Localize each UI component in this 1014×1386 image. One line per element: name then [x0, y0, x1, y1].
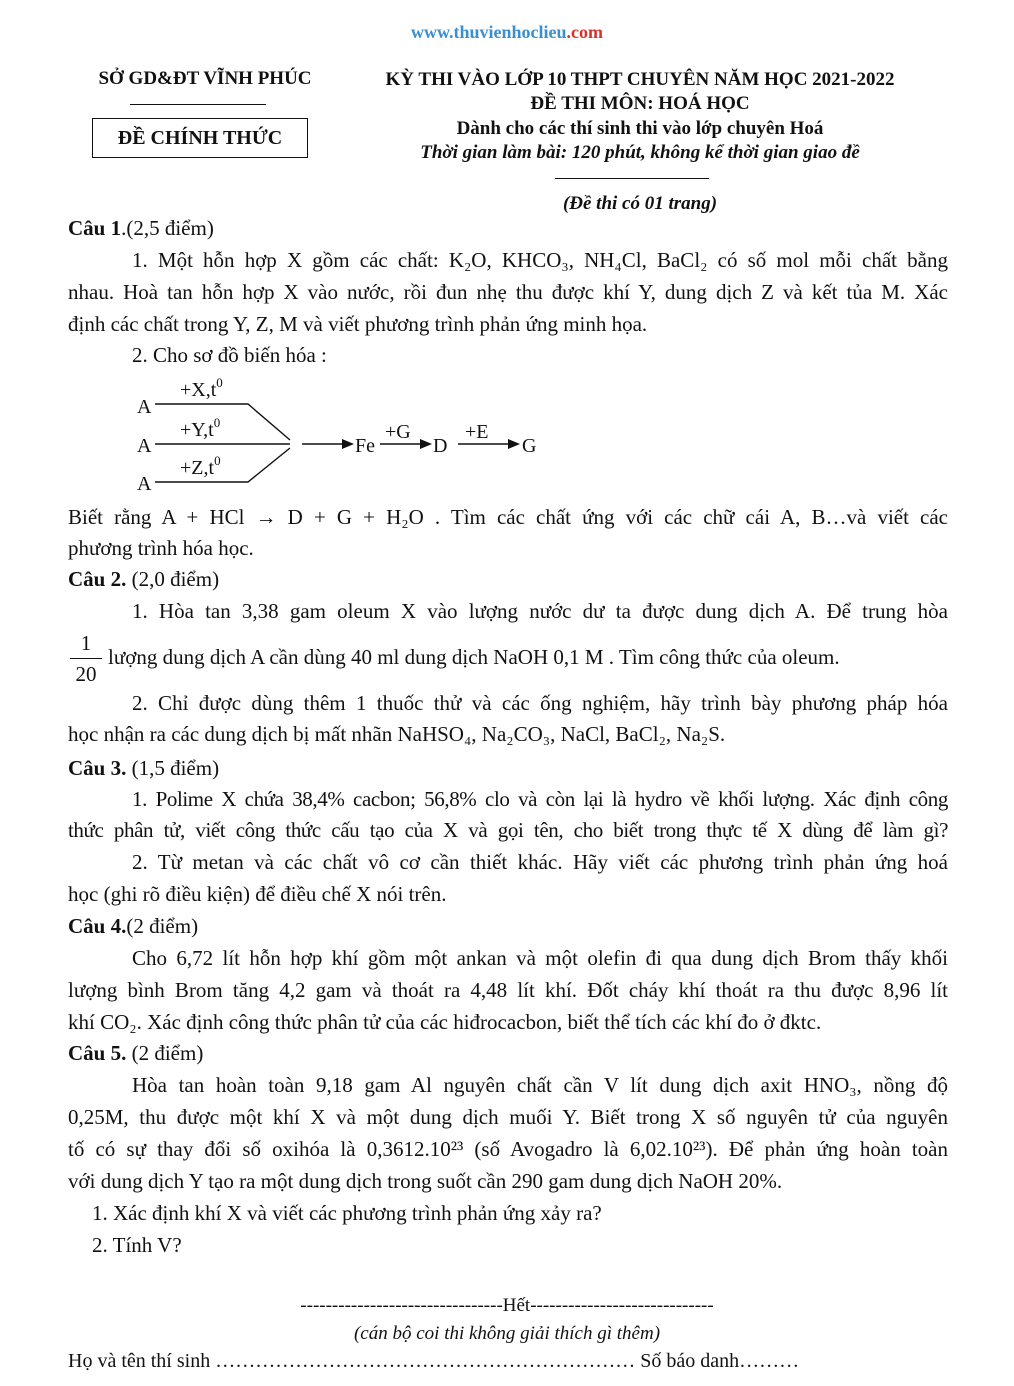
diagram-a2: A	[137, 435, 152, 457]
q5-line3: tố có sự thay đổi số oxihóa là 0,3612.10²³ (số Avogadro là 6,02.10²³). Để phản ứng hoàn toàn	[68, 1137, 948, 1161]
time-line: Thời gian làm bài: 120 phút, không kể thời gian giao đề	[420, 142, 860, 163]
diagram-d: D	[433, 435, 448, 457]
q3-p2-line2: học (ghi rõ điều kiện) để điều chế X nói trên.	[68, 882, 447, 906]
q4-line1: Cho 6,72 lít hỗn hợp khí gồm một ankan và một olefin đi qua dung dịch Brom thấy khối	[132, 946, 948, 970]
q4-heading: Câu 4.(2 điểm)	[68, 914, 199, 938]
page-count: (Đề thi có 01 trang)	[562, 193, 718, 214]
q5-line4: với dung dịch Y tạo ra một dung dịch trong suốt cần 290 gam dung dịch NaOH 20%.	[68, 1169, 783, 1193]
diagram-g: G	[522, 435, 537, 457]
fraction-bar	[70, 658, 102, 659]
q2-p2-line2: học nhận ra các dung dịch bị mất nhãn NaHSO₄, Na₂CO₃, NaCl, BaCl₂, Na₂S.	[68, 722, 726, 746]
diagram-r2: $+Y,t^0$	[180, 415, 221, 441]
q1-p1-line3: định các chất trong Y, Z, M và viết phương trình phản ứng minh họa.	[68, 312, 648, 336]
arrowhead-2	[420, 439, 432, 449]
fraction-numerator: 1	[80, 631, 92, 655]
q2-p1-line2: lượng dung dịch A cần dùng 40 ml dung dịch NaOH 0,1 M . Tìm công thức của oleum.	[108, 645, 840, 669]
subject-title: ĐỀ THI MÔN: HOÁ HỌC	[530, 93, 750, 114]
q1-p2: 2. Cho sơ đồ biến hóa :	[132, 343, 327, 367]
fraction-denominator: 20	[75, 662, 97, 686]
diagram-r1: $+X,t^0$	[180, 375, 223, 401]
arrowhead-3	[508, 439, 520, 449]
exam-title: KỲ THI VÀO LỚP 10 THPT CHUYÊN NĂM HỌC 2021-2022	[385, 69, 895, 90]
fraction	[70, 630, 102, 687]
q5-sub1: 1. Xác định khí X và viết các phương trình phản ứng xảy ra?	[92, 1201, 602, 1225]
reaction-diagram	[130, 372, 560, 500]
diagram-branch-top	[155, 404, 290, 440]
q2-heading: Câu 2. (2,0 điểm)	[68, 567, 220, 591]
q5-heading: Câu 5. (2 điểm)	[68, 1041, 204, 1065]
diagram-branch-bottom	[155, 448, 290, 482]
diagram-a1: A	[137, 396, 152, 418]
q1-p3-line1: Biết rằng A + HCl → D + G + H₂O . Tìm các chất ứng với các chữ cái A, B…và viết các	[68, 505, 948, 529]
q4-line3: khí CO₂. Xác định công thức phân tử của các hiđrocacbon, biết thể tích các khí đo ở đktc.	[68, 1010, 822, 1034]
diagram-fe: Fe	[355, 435, 375, 457]
q3-p2-line1: 2. Từ metan và các chất vô cơ cần thiết khác. Hãy viết các phương trình phản ứng hoá	[132, 850, 948, 874]
q3-p1-line1: 1. Polime X chứa 38,4% cacbon; 56,8% clo và còn lại là hydro về khối lượng. Xác định công	[132, 787, 948, 811]
candidate-info-line: Họ và tên thí sinh ……………………………………………………… Số báo danh………	[68, 1350, 800, 1372]
end-marker: --------------------------------Hết-----------------------------	[300, 1295, 714, 1316]
q3-heading: Câu 3. (1,5 điểm)	[68, 756, 220, 780]
official-badge: ĐỀ CHÍNH THỨC	[92, 118, 308, 158]
q2-p2-line1: 2. Chỉ được dùng thêm 1 thuốc thử và các ống nghiệm, hãy trình bày phương pháp hóa	[132, 691, 948, 715]
q1-heading: Câu 1.(2,5 điểm)	[68, 216, 214, 240]
arrowhead-1	[342, 439, 354, 449]
q4-line2: lượng bình Brom tăng 4,2 gam và thoát ra 4,48 lít khí. Đốt cháy khí thoát ra thu được 8,96 lít	[68, 978, 948, 1002]
q1-p1-line2: nhau. Hoà tan hỗn hợp X vào nước, rồi đun nhẹ thu được khí Y, dung dịch Z và kết tủa M. Xác	[68, 280, 948, 304]
agency-underline	[130, 104, 266, 105]
diagram-a3: A	[137, 473, 152, 495]
diagram-g-reagent: +G	[385, 421, 411, 443]
q1-p3-line2: phương trình hóa học.	[68, 536, 254, 560]
q5-sub2: 2. Tính V?	[92, 1233, 182, 1257]
agency-name: SỞ GD&ĐT VĨNH PHÚC	[98, 68, 312, 89]
q3-p1-line2: thức phân tử, viết công thức cấu tạo của X và gọi tên, cho biết trong thực tế X dùng để làm gì?	[68, 818, 948, 842]
header-underline	[555, 178, 709, 179]
q5-line1: Hòa tan hoàn toàn 9,18 gam Al nguyên chất cần V lít dung dịch axit HNO₃, nồng độ	[132, 1073, 948, 1097]
audience-line: Dành cho các thí sinh thi vào lớp chuyên Hoá	[456, 118, 824, 139]
q1-p1-line1: 1. Một hỗn hợp X gồm các chất: K₂O, KHCO₃, NH₄Cl, BaCl₂ có số mol mỗi chất bằng	[132, 248, 948, 272]
q5-line2: 0,25M, thu được một khí X và một dung dịch muối Y. Biết trong X số nguyên tử của nguyên	[68, 1105, 948, 1129]
diagram-r3: $+Z,t^0$	[180, 453, 221, 479]
site-url[interactable]: www.thuvienhoclieu.com	[410, 22, 603, 42]
diagram-e-reagent: +E	[465, 421, 489, 443]
q2-p1-line1: 1. Hòa tan 3,38 gam oleum X vào lượng nước dư ta được dung dịch A. Để trung hòa	[132, 599, 948, 623]
proctor-note: (cán bộ coi thi không giải thích gì thêm)	[353, 1323, 661, 1344]
